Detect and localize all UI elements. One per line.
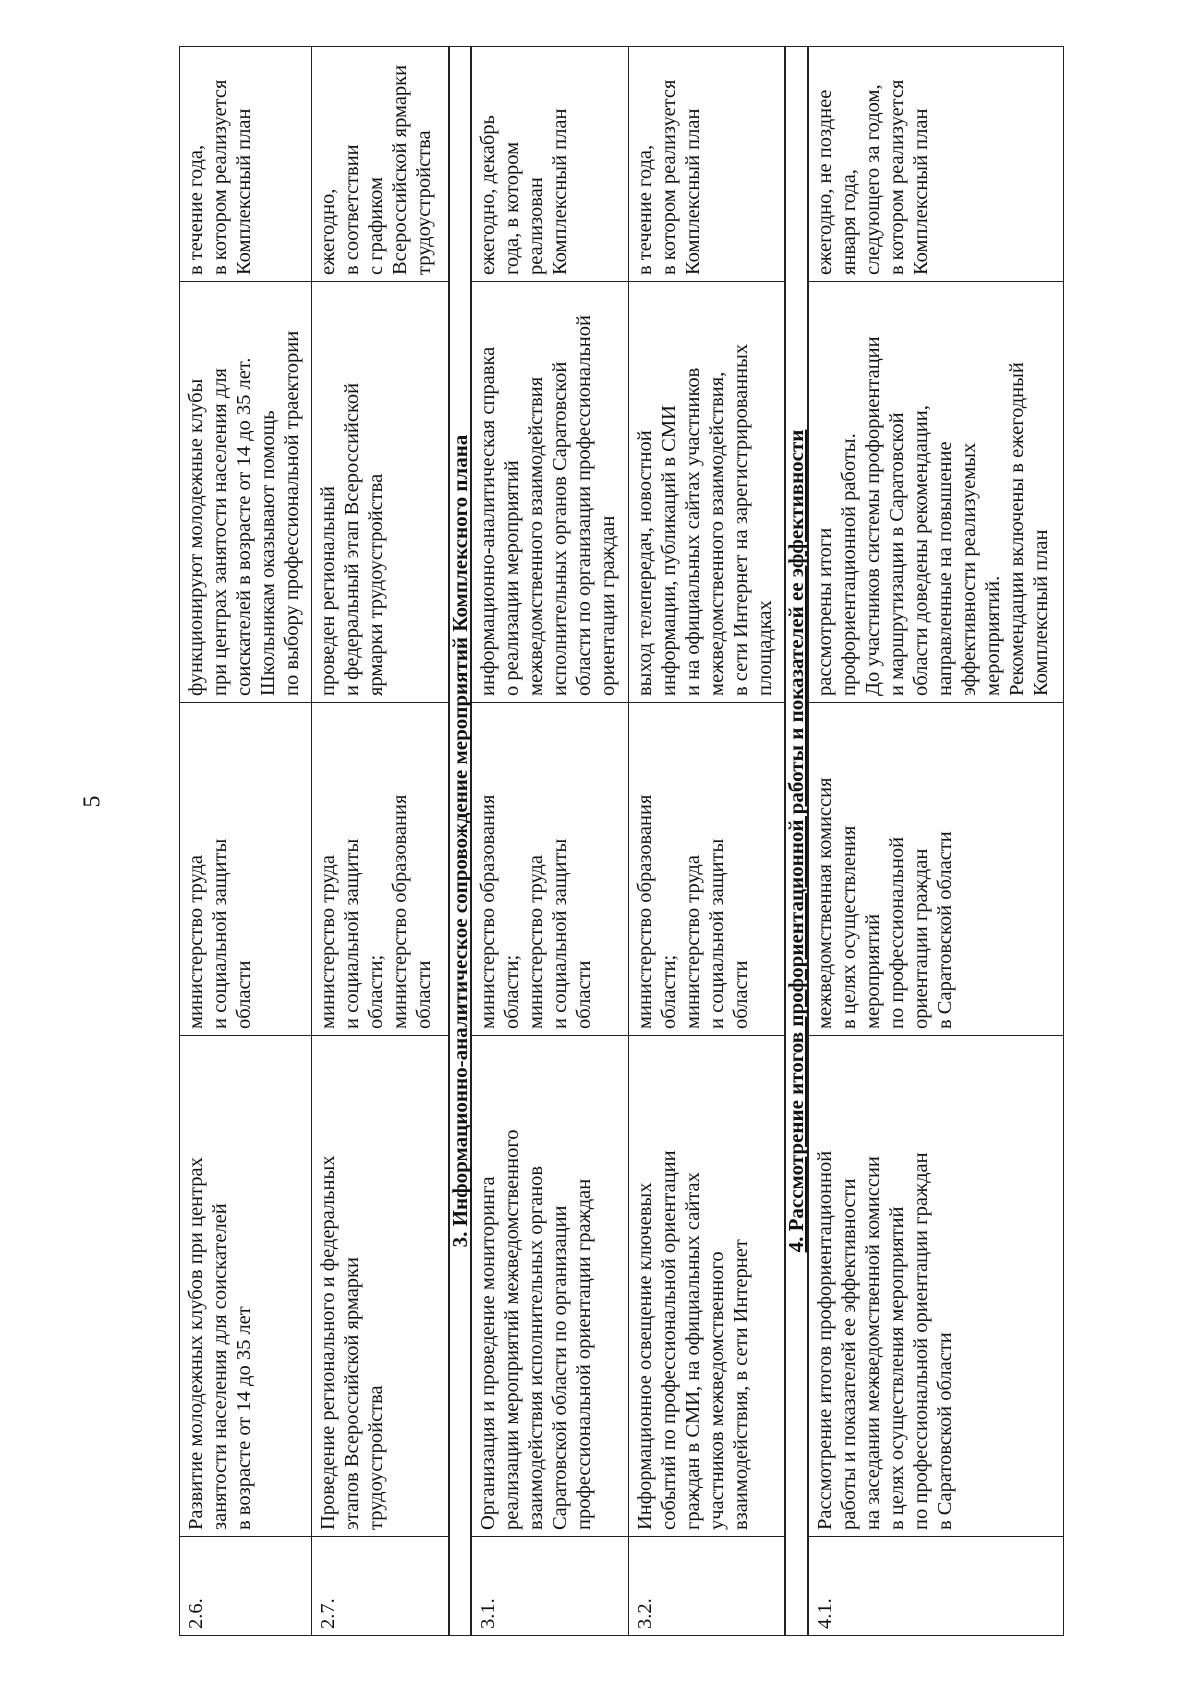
deadline: ежегодно, не позднее января года, следующего за годом, в котором реализуется Комплексный план [808, 47, 1064, 282]
activity-name: Информационное освещение ключевых событий по профессиональной ориентации граждан в СМИ, на официальных сайтах участников межведомственного взаимодействия, в сети Интернет [628, 1036, 785, 1537]
row-number: 3.1. [471, 1537, 628, 1636]
table-row [311, 47, 448, 1636]
deadline: ежегодно, в соответствии с графиком Всероссийской ярмарки трудоустройства [311, 47, 448, 282]
section-header-row [785, 47, 808, 1636]
table-row [471, 47, 628, 1636]
table-row [808, 47, 1064, 1636]
rotated-landscape-table [179, 62, 1064, 1636]
expected-result: рассмотрены итоги профориентационной работы. До участников системы профориентации и маршрутизации в Саратовской области доведены рекомендации, направленные на повышение эффективности реализуемых мероприятий. Рекомендации включены в ежегодный Комплексный план [808, 282, 1064, 703]
deadline: ежегодно, декабрь года, в котором реализован Комплексный план [471, 47, 628, 282]
activity-name: Проведение регионального и федеральных этапов Всероссийской ярмарки трудоустройства [311, 1036, 448, 1537]
row-number: 3.2. [628, 1537, 785, 1636]
plan-table [179, 46, 1064, 1636]
deadline: в течение года, в котором реализуется Комплексный план [180, 47, 312, 282]
responsible-executor: министерство образования области; министерство труда и социальной защиты области [471, 703, 628, 1036]
section-title: 3. Информационно-аналитическое сопровождение мероприятий Комплексного плана [449, 47, 472, 1636]
table-row [180, 47, 312, 1636]
expected-result: информационно-аналитическая справка о реализации мероприятий межведомственного взаимодействия исполнительных органов Саратовской области по организации профессиональной ориентации граждан [471, 282, 628, 703]
table-row [628, 47, 785, 1636]
responsible-executor: министерство труда и социальной защиты области; министерство образования области [311, 703, 448, 1036]
row-number: 4.1. [808, 1537, 1064, 1636]
expected-result: выход телепередач, новостной информации, публикаций в СМИ и на официальных сайтах участников межведомственного взаимодействия, в сети Интернет на зарегистрированных площадках [628, 282, 785, 703]
section-title: 4. Рассмотрение итогов профориентационной работы и показателей ее эффективности [785, 47, 808, 1636]
responsible-executor: министерство труда и социальной защиты области [180, 703, 312, 1036]
deadline: в течение года, в котором реализуется Комплексный план [628, 47, 785, 282]
row-number: 2.7. [311, 1537, 448, 1636]
responsible-executor: министерство образования области; министерство труда и социальной защиты области [628, 703, 785, 1036]
section-header-row [449, 47, 472, 1636]
activity-name: Рассмотрение итогов профориентационной работы и показателей ее эффективности на заседании межведомственной комиссии в целях осуществления мероприятий по профессиональной ориентации граждан в Саратовской области [808, 1036, 1064, 1537]
expected-result: функционируют молодежные клубы при центрах занятости населения для соискателей в возрасте от 14 до 35 лет. Школьникам оказывают помощь по выбору профессиональной траектории [180, 282, 312, 703]
expected-result: проведен региональный и федеральный этап Всероссийской ярмарки трудоустройства [311, 282, 448, 703]
row-number: 2.6. [180, 1537, 312, 1636]
activity-name: Развитие молодежных клубов при центрах занятости населения для соискателей в возрасте от 14 до 35 лет [180, 1036, 312, 1537]
page-number: 5 [79, 795, 106, 808]
activity-name: Организация и проведение мониторинга реализации мероприятий межведомственного взаимодействия исполнительных органов Саратовской области по организации профессиональной ориентации граждан [471, 1036, 628, 1537]
responsible-executor: межведомственная комиссия в целях осуществления мероприятий по профессиональной ориентации граждан в Саратовской области [808, 703, 1064, 1036]
